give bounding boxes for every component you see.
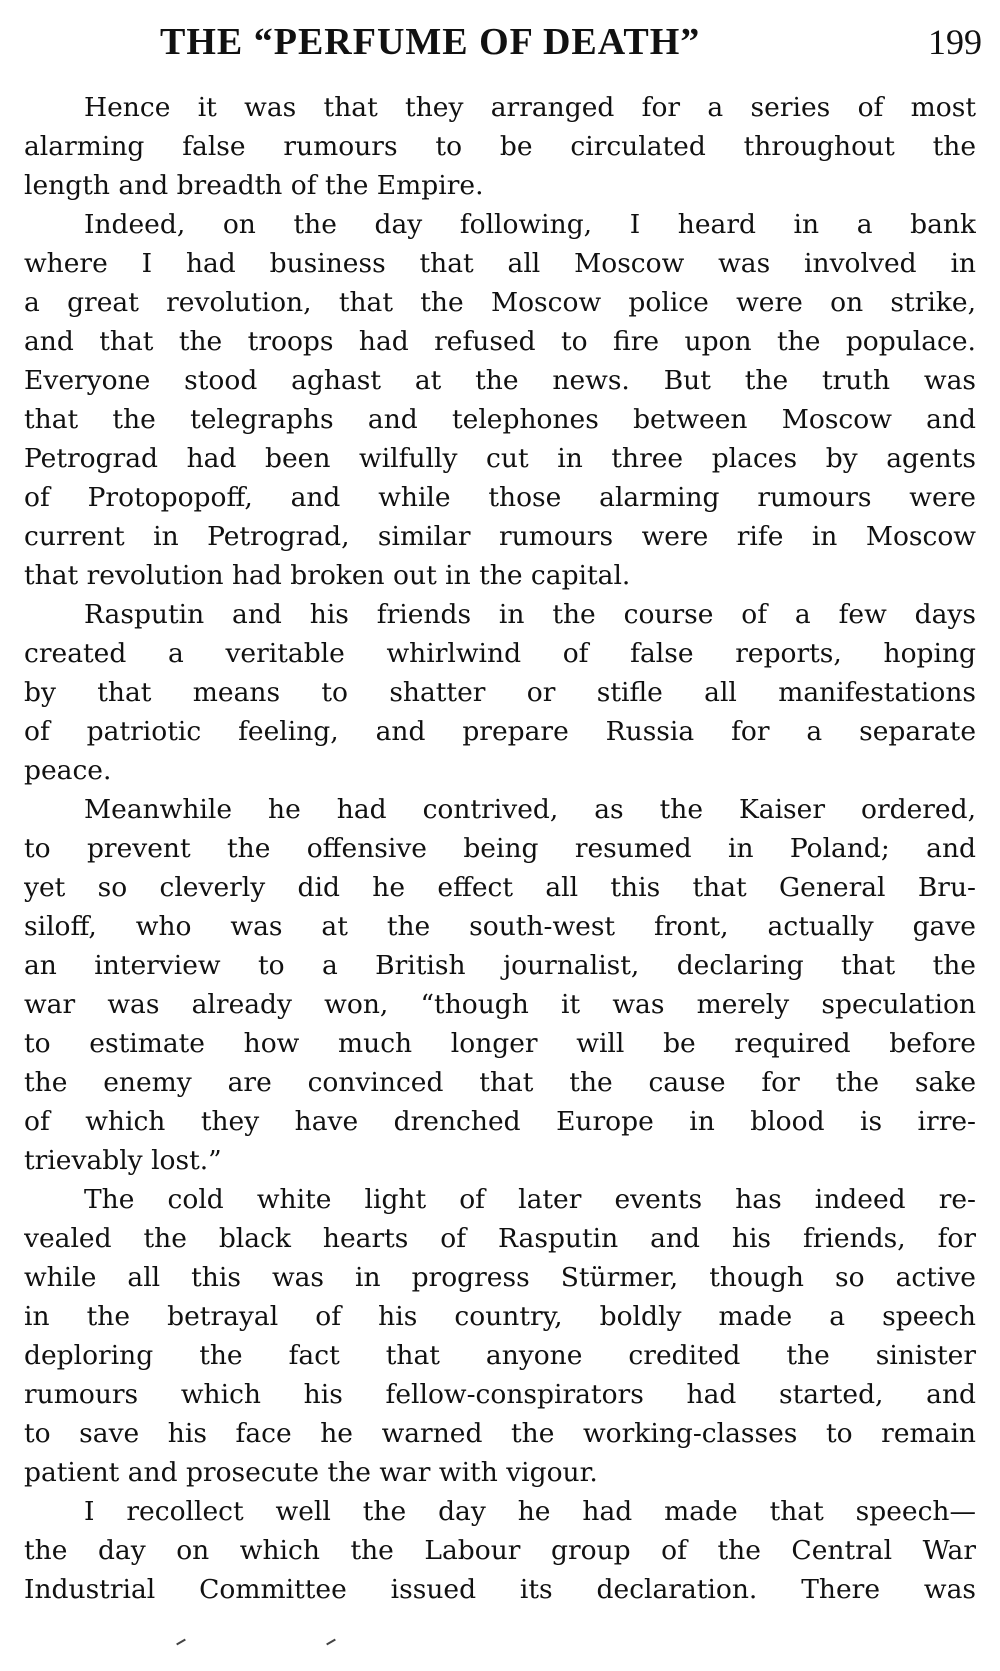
text-line: alarming false rumours to be circulated throughout the (24, 131, 976, 162)
text-line: The cold white light of later events has indeed re- (84, 1184, 976, 1215)
text-line: Rasputin and his friends in the course of a few days (84, 599, 976, 630)
text-line: Industrial Committee issued its declaration. There was (24, 1574, 976, 1605)
text-line: an interview to a British journalist, declaring that the (24, 950, 976, 981)
text-line: Everyone stood aghast at the news. But the truth was (24, 365, 976, 396)
text-line: that the telegraphs and telephones between Moscow and (24, 404, 976, 435)
text-line: the day on which the Labour group of the Central War (24, 1535, 976, 1566)
text-line: to prevent the offensive being resumed in Poland; and (24, 833, 976, 864)
paragraph (24, 1180, 976, 1492)
text-line: war was already won, “though it was merely speculation (24, 989, 976, 1020)
text-line: peace. (24, 755, 112, 786)
running-title: THE “PERFUME OF DEATH” (160, 21, 701, 63)
text-line: rumours which his fellow-conspirators had started, and (24, 1379, 976, 1410)
text-line: yet so cleverly did he effect all this that General Bru- (24, 872, 976, 903)
text-line: by that means to shatter or stifle all manifestations (24, 677, 976, 708)
text-line: of Protopopoff, and while those alarming rumours were (24, 482, 976, 513)
text-line: Indeed, on the day following, I heard in a bank (84, 209, 976, 240)
page-header (24, 14, 984, 74)
paragraph (24, 790, 976, 1180)
text-line: of patriotic feeling, and prepare Russia for a separate (24, 716, 976, 747)
footer-marks (176, 1641, 336, 1653)
text-line: where I had business that all Moscow was involved in (24, 248, 976, 279)
text-line: siloff, who was at the south-west front, actually gave (24, 911, 976, 942)
text-line: Meanwhile he had contrived, as the Kaiser ordered, (84, 794, 976, 825)
text-line: in the betrayal of his country, boldly made a speech (24, 1301, 976, 1332)
text-line: created a veritable whirlwind of false reports, hoping (24, 638, 976, 669)
text-line: Hence it was that they arranged for a series of most (84, 92, 976, 123)
text-line: and that the troops had refused to fire upon the populace. (24, 326, 976, 357)
text-line: I recollect well the day he had made that speech— (84, 1496, 976, 1527)
text-line: trievably lost.” (24, 1145, 222, 1176)
text-line: Petrograd had been wilfully cut in three places by agents (24, 443, 976, 474)
text-line: length and breadth of the Empire. (24, 170, 484, 201)
text-line: vealed the black hearts of Rasputin and his friends, for (24, 1223, 976, 1254)
paragraph (24, 88, 976, 205)
text-line: the enemy are convinced that the cause for the sake (24, 1067, 976, 1098)
text-line: while all this was in progress Stürmer, though so active (24, 1262, 976, 1293)
paragraph (24, 595, 976, 790)
paragraph (24, 1492, 976, 1609)
text-line: to save his face he warned the working-classes to remain (24, 1418, 976, 1449)
text-line: patient and prosecute the war with vigour. (24, 1457, 598, 1488)
text-line: a great revolution, that the Moscow police were on strike, (24, 287, 976, 318)
text-line: of which they have drenched Europe in blood is irre- (24, 1106, 976, 1137)
text-line: deploring the fact that anyone credited the sinister (24, 1340, 976, 1371)
page-number: 199 (928, 22, 982, 62)
text-line: current in Petrograd, similar rumours were rife in Moscow (24, 521, 976, 552)
paragraph (24, 205, 976, 595)
text-line: that revolution had broken out in the capital. (24, 560, 631, 591)
text-line: to estimate how much longer will be required before (24, 1028, 976, 1059)
body-text (24, 88, 976, 1609)
